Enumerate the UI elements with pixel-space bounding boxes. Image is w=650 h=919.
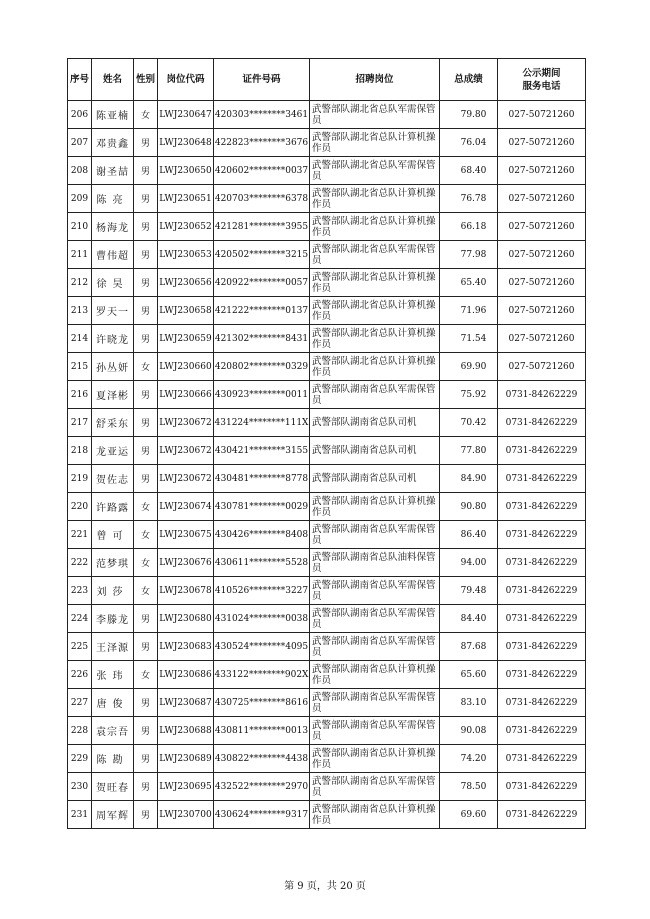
cell-phone: 0731-84262229 [498, 773, 586, 801]
cell-post: 武警部队湖北省总队军需保管员 [310, 101, 440, 129]
cell-phone: 0731-84262229 [498, 801, 586, 829]
cell-phone: 027-50721260 [498, 269, 586, 297]
cell-gender: 男 [134, 409, 158, 437]
cell-post-code: LWJ230647 [158, 101, 214, 129]
cell-id-number: 421302********8431 [214, 325, 310, 353]
cell-name: 许路露 [92, 493, 134, 521]
cell-gender: 男 [134, 689, 158, 717]
cell-name: 张玮 [92, 661, 134, 689]
cell-seq: 220 [68, 493, 92, 521]
cell-gender: 男 [134, 241, 158, 269]
cell-seq: 219 [68, 465, 92, 493]
cell-name: 陈勘 [92, 745, 134, 773]
cell-post-code: LWJ230660 [158, 353, 214, 381]
cell-phone: 0731-84262229 [498, 717, 586, 745]
cell-name: 贺旺春 [92, 773, 134, 801]
cell-score: 75.92 [440, 381, 498, 409]
cell-score: 65.60 [440, 661, 498, 689]
table-row [68, 521, 586, 549]
cell-phone: 027-50721260 [498, 241, 586, 269]
cell-gender: 男 [134, 269, 158, 297]
cell-id-number: 431024********0038 [214, 605, 310, 633]
table-row [68, 465, 586, 493]
cell-post: 武警部队湖南省总队军需保管员 [310, 773, 440, 801]
cell-gender: 女 [134, 101, 158, 129]
cell-post-code: LWJ230678 [158, 577, 214, 605]
cell-score: 65.40 [440, 269, 498, 297]
cell-seq: 216 [68, 381, 92, 409]
table-row [68, 157, 586, 185]
cell-id-number: 433122********902X [214, 661, 310, 689]
table-row [68, 577, 586, 605]
cell-post: 武警部队湖南省总队军需保管员 [310, 605, 440, 633]
cell-gender: 男 [134, 745, 158, 773]
cell-id-number: 420703********6378 [214, 185, 310, 213]
cell-gender: 男 [134, 773, 158, 801]
cell-score: 79.48 [440, 577, 498, 605]
cell-post: 武警部队湖南省总队司机 [310, 465, 440, 493]
cell-post: 武警部队湖北省总队计算机操作员 [310, 269, 440, 297]
cell-post-code: LWJ230656 [158, 269, 214, 297]
table-row [68, 437, 586, 465]
cell-gender: 女 [134, 521, 158, 549]
cell-phone: 0731-84262229 [498, 521, 586, 549]
cell-post: 武警部队湖北省总队计算机操作员 [310, 353, 440, 381]
cell-score: 70.42 [440, 409, 498, 437]
cell-post: 武警部队湖北省总队计算机操作员 [310, 129, 440, 157]
cell-score: 74.20 [440, 745, 498, 773]
cell-id-number: 420922********0057 [214, 269, 310, 297]
cell-seq: 206 [68, 101, 92, 129]
cell-post: 武警部队湖南省总队司机 [310, 409, 440, 437]
cell-id-number: 430822********4438 [214, 745, 310, 773]
cell-score: 76.78 [440, 185, 498, 213]
cell-phone: 027-50721260 [498, 213, 586, 241]
cell-id-number: 430624********9317 [214, 801, 310, 829]
cell-gender: 男 [134, 717, 158, 745]
table-row [68, 325, 586, 353]
cell-seq: 228 [68, 717, 92, 745]
cell-gender: 女 [134, 353, 158, 381]
cell-post: 武警部队湖南省总队军需保管员 [310, 633, 440, 661]
cell-seq: 215 [68, 353, 92, 381]
cell-name: 杨海龙 [92, 213, 134, 241]
cell-id-number: 430426********8408 [214, 521, 310, 549]
table-row [68, 549, 586, 577]
cell-gender: 男 [134, 129, 158, 157]
cell-id-number: 430781********0029 [214, 493, 310, 521]
header-gender: 性别 [134, 59, 158, 101]
cell-score: 79.80 [440, 101, 498, 129]
cell-gender: 男 [134, 605, 158, 633]
cell-phone: 0731-84262229 [498, 577, 586, 605]
cell-post-code: LWJ230695 [158, 773, 214, 801]
cell-seq: 227 [68, 689, 92, 717]
table-row [68, 801, 586, 829]
cell-phone: 0731-84262229 [498, 549, 586, 577]
table-row [68, 269, 586, 297]
cell-score: 90.08 [440, 717, 498, 745]
cell-id-number: 410526********3227 [214, 577, 310, 605]
cell-name: 陈亚楠 [92, 101, 134, 129]
cell-id-number: 430611********5528 [214, 549, 310, 577]
cell-seq: 212 [68, 269, 92, 297]
cell-post-code: LWJ230683 [158, 633, 214, 661]
table-row [68, 633, 586, 661]
cell-seq: 230 [68, 773, 92, 801]
cell-seq: 207 [68, 129, 92, 157]
cell-phone: 027-50721260 [498, 101, 586, 129]
cell-seq: 226 [68, 661, 92, 689]
cell-post: 武警部队湖南省总队军需保管员 [310, 577, 440, 605]
cell-id-number: 421222********0137 [214, 297, 310, 325]
cell-name: 罗天一 [92, 297, 134, 325]
cell-post: 武警部队湖北省总队军需保管员 [310, 157, 440, 185]
cell-seq: 211 [68, 241, 92, 269]
cell-phone: 0731-84262229 [498, 381, 586, 409]
cell-post: 武警部队湖北省总队军需保管员 [310, 241, 440, 269]
cell-phone: 0731-84262229 [498, 633, 586, 661]
cell-gender: 男 [134, 213, 158, 241]
table-row [68, 241, 586, 269]
cell-post-code: LWJ230650 [158, 157, 214, 185]
cell-phone: 0731-84262229 [498, 493, 586, 521]
cell-gender: 男 [134, 465, 158, 493]
cell-post: 武警部队湖北省总队计算机操作员 [310, 297, 440, 325]
cell-post: 武警部队湖南省总队计算机操作员 [310, 661, 440, 689]
cell-post-code: LWJ230686 [158, 661, 214, 689]
cell-seq: 218 [68, 437, 92, 465]
results-table [67, 58, 586, 829]
table-row [68, 129, 586, 157]
cell-name: 王泽源 [92, 633, 134, 661]
cell-id-number: 430524********4095 [214, 633, 310, 661]
cell-name: 范梦琪 [92, 549, 134, 577]
cell-post-code: LWJ230672 [158, 465, 214, 493]
cell-phone: 0731-84262229 [498, 605, 586, 633]
table-row [68, 297, 586, 325]
header-name: 姓名 [92, 59, 134, 101]
cell-post-code: LWJ230689 [158, 745, 214, 773]
cell-post-code: LWJ230680 [158, 605, 214, 633]
table-row [68, 493, 586, 521]
cell-phone: 027-50721260 [498, 325, 586, 353]
cell-seq: 221 [68, 521, 92, 549]
cell-score: 71.54 [440, 325, 498, 353]
cell-id-number: 421281********3955 [214, 213, 310, 241]
header-phone-line1: 公示期间 [522, 67, 561, 79]
cell-gender: 男 [134, 157, 158, 185]
table-row [68, 213, 586, 241]
cell-post: 武警部队湖南省总队军需保管员 [310, 521, 440, 549]
cell-seq: 222 [68, 549, 92, 577]
cell-gender: 女 [134, 549, 158, 577]
cell-score: 69.60 [440, 801, 498, 829]
cell-post-code: LWJ230672 [158, 437, 214, 465]
table-row [68, 773, 586, 801]
cell-id-number: 430481********8778 [214, 465, 310, 493]
cell-score: 66.18 [440, 213, 498, 241]
cell-gender: 男 [134, 297, 158, 325]
cell-id-number: 420303********3461 [214, 101, 310, 129]
cell-gender: 男 [134, 633, 158, 661]
cell-name: 唐俊 [92, 689, 134, 717]
cell-gender: 女 [134, 493, 158, 521]
cell-seq: 213 [68, 297, 92, 325]
table-row [68, 409, 586, 437]
cell-gender: 男 [134, 381, 158, 409]
cell-name: 曹伟超 [92, 241, 134, 269]
cell-seq: 224 [68, 605, 92, 633]
cell-name: 邓贵鑫 [92, 129, 134, 157]
cell-id-number: 432522********2970 [214, 773, 310, 801]
cell-post: 武警部队湖南省总队计算机操作员 [310, 493, 440, 521]
cell-seq: 231 [68, 801, 92, 829]
cell-post: 武警部队湖南省总队计算机操作员 [310, 745, 440, 773]
header-phone-line2: 服务电话 [522, 80, 561, 92]
cell-phone: 027-50721260 [498, 353, 586, 381]
table-row [68, 185, 586, 213]
cell-score: 90.80 [440, 493, 498, 521]
cell-id-number: 430811********0013 [214, 717, 310, 745]
cell-post-code: LWJ230676 [158, 549, 214, 577]
cell-seq: 214 [68, 325, 92, 353]
cell-post-code: LWJ230700 [158, 801, 214, 829]
cell-id-number: 420502********3215 [214, 241, 310, 269]
cell-post-code: LWJ230652 [158, 213, 214, 241]
header-id-number: 证件号码 [214, 59, 310, 101]
table-row [68, 717, 586, 745]
cell-post: 武警部队湖南省总队军需保管员 [310, 381, 440, 409]
cell-post-code: LWJ230651 [158, 185, 214, 213]
cell-id-number: 430421********3155 [214, 437, 310, 465]
cell-phone: 0731-84262229 [498, 437, 586, 465]
cell-score: 87.68 [440, 633, 498, 661]
cell-score: 94.00 [440, 549, 498, 577]
cell-phone: 027-50721260 [498, 297, 586, 325]
cell-gender: 男 [134, 185, 158, 213]
table-row [68, 689, 586, 717]
cell-post: 武警部队湖北省总队计算机操作员 [310, 325, 440, 353]
cell-phone: 027-50721260 [498, 157, 586, 185]
cell-score: 77.80 [440, 437, 498, 465]
page-footer: 第 9 页，共 20 页 [284, 881, 366, 892]
cell-post-code: LWJ230648 [158, 129, 214, 157]
cell-post-code: LWJ230672 [158, 409, 214, 437]
cell-post-code: LWJ230675 [158, 521, 214, 549]
cell-seq: 209 [68, 185, 92, 213]
cell-post: 武警部队湖南省总队司机 [310, 437, 440, 465]
cell-score: 86.40 [440, 521, 498, 549]
cell-name: 徐昊 [92, 269, 134, 297]
cell-phone: 0731-84262229 [498, 409, 586, 437]
cell-seq: 225 [68, 633, 92, 661]
cell-id-number: 431224********111X [214, 409, 310, 437]
cell-post-code: LWJ230658 [158, 297, 214, 325]
table-body [68, 101, 586, 829]
cell-id-number: 422823********3676 [214, 129, 310, 157]
cell-name: 舒采东 [92, 409, 134, 437]
table-header-row [68, 59, 586, 101]
cell-phone: 0731-84262229 [498, 661, 586, 689]
header-seq: 序号 [68, 59, 92, 101]
cell-name: 陈亮 [92, 185, 134, 213]
cell-post: 武警部队湖北省总队计算机操作员 [310, 213, 440, 241]
cell-post-code: LWJ230687 [158, 689, 214, 717]
cell-gender: 男 [134, 801, 158, 829]
cell-score: 83.10 [440, 689, 498, 717]
cell-name: 李滕龙 [92, 605, 134, 633]
cell-gender: 女 [134, 577, 158, 605]
cell-score: 69.90 [440, 353, 498, 381]
cell-name: 谢圣喆 [92, 157, 134, 185]
cell-name: 贺佐志 [92, 465, 134, 493]
cell-name: 夏泽彬 [92, 381, 134, 409]
cell-post: 武警部队湖南省总队油料保管员 [310, 549, 440, 577]
cell-phone: 0731-84262229 [498, 689, 586, 717]
cell-name: 刘莎 [92, 577, 134, 605]
cell-seq: 223 [68, 577, 92, 605]
cell-post: 武警部队湖南省总队计算机操作员 [310, 801, 440, 829]
cell-id-number: 420602********0037 [214, 157, 310, 185]
cell-id-number: 420802********0329 [214, 353, 310, 381]
cell-name: 许晓龙 [92, 325, 134, 353]
cell-name: 龙亚运 [92, 437, 134, 465]
header-post: 招聘岗位 [310, 59, 440, 101]
cell-post-code: LWJ230674 [158, 493, 214, 521]
header-score: 总成绩 [440, 59, 498, 101]
cell-post: 武警部队湖南省总队军需保管员 [310, 717, 440, 745]
table-row [68, 381, 586, 409]
table-row [68, 661, 586, 689]
cell-score: 68.40 [440, 157, 498, 185]
cell-score: 77.98 [440, 241, 498, 269]
cell-post: 武警部队湖南省总队军需保管员 [310, 689, 440, 717]
cell-post-code: LWJ230688 [158, 717, 214, 745]
cell-phone: 027-50721260 [498, 185, 586, 213]
cell-score: 71.96 [440, 297, 498, 325]
table-row [68, 745, 586, 773]
cell-post-code: LWJ230653 [158, 241, 214, 269]
table-row [68, 101, 586, 129]
cell-post-code: LWJ230659 [158, 325, 214, 353]
cell-phone: 0731-84262229 [498, 745, 586, 773]
cell-seq: 210 [68, 213, 92, 241]
cell-post-code: LWJ230666 [158, 381, 214, 409]
cell-phone: 027-50721260 [498, 129, 586, 157]
cell-id-number: 430923********0011 [214, 381, 310, 409]
table-row [68, 605, 586, 633]
header-post-code: 岗位代码 [158, 59, 214, 101]
cell-gender: 男 [134, 437, 158, 465]
cell-name: 曾可 [92, 521, 134, 549]
cell-score: 84.40 [440, 605, 498, 633]
cell-phone: 0731-84262229 [498, 465, 586, 493]
cell-post: 武警部队湖北省总队计算机操作员 [310, 185, 440, 213]
cell-seq: 229 [68, 745, 92, 773]
header-phone [498, 59, 586, 101]
cell-seq: 208 [68, 157, 92, 185]
cell-gender: 男 [134, 325, 158, 353]
cell-seq: 217 [68, 409, 92, 437]
cell-name: 袁宗吾 [92, 717, 134, 745]
cell-gender: 女 [134, 661, 158, 689]
cell-name: 孙丛妍 [92, 353, 134, 381]
cell-score: 84.90 [440, 465, 498, 493]
cell-name: 周军辉 [92, 801, 134, 829]
cell-score: 76.04 [440, 129, 498, 157]
table-row [68, 353, 586, 381]
cell-id-number: 430725********8616 [214, 689, 310, 717]
cell-score: 78.50 [440, 773, 498, 801]
